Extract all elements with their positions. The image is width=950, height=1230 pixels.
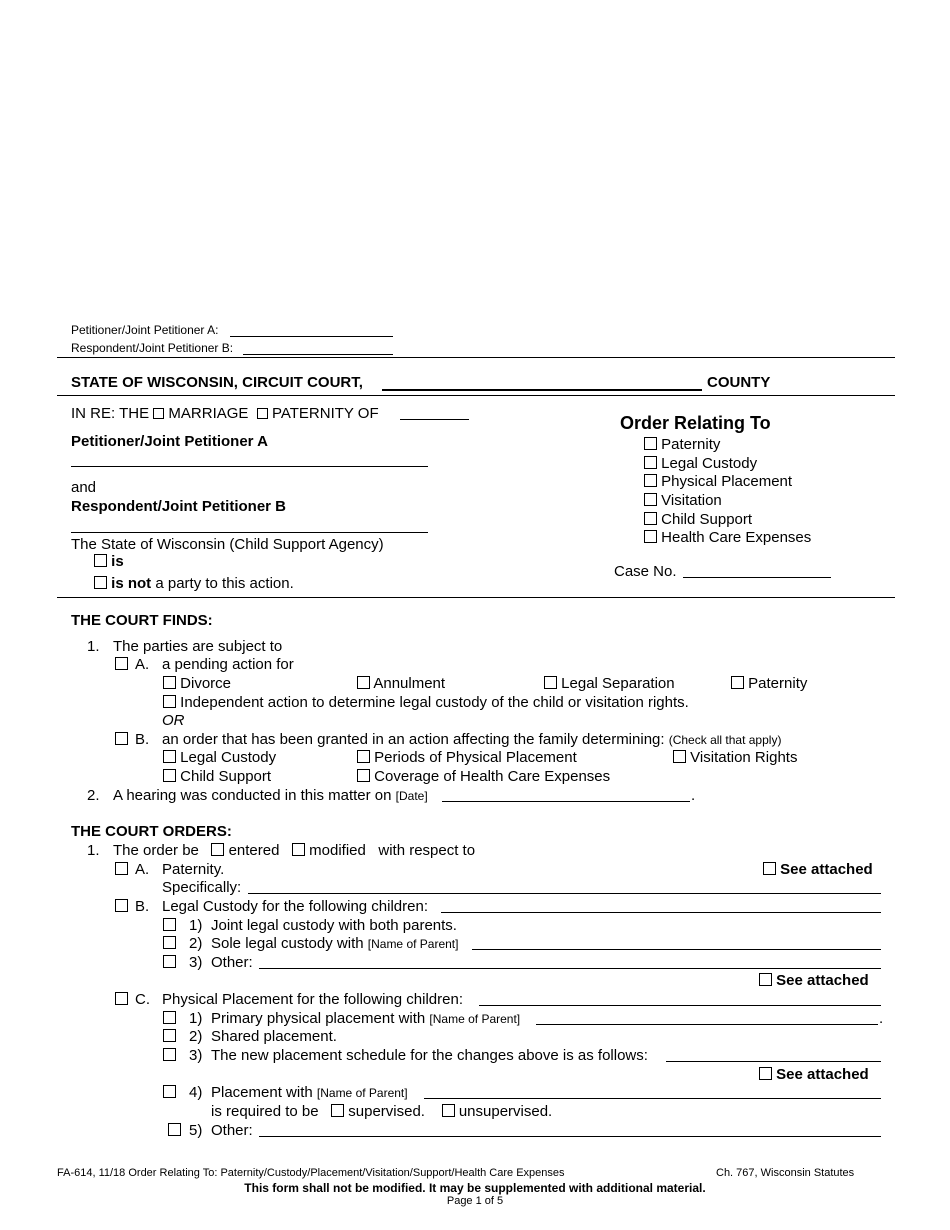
see-attached-b [759, 972, 869, 989]
c3-checkbox[interactable] [163, 1048, 176, 1061]
finding-2-end: . [691, 787, 696, 804]
order-legal-custody-checkbox[interactable] [644, 456, 657, 469]
agency-is-not-label: is not [111, 575, 152, 592]
required-label: is required to be [211, 1103, 319, 1120]
order-c-checkbox-row [115, 991, 128, 1008]
c3-num: 3) [189, 1047, 203, 1064]
finding-2-text: A hearing was conducted in this matter on [113, 787, 392, 804]
modified-label: modified [309, 842, 366, 859]
finding-1-text: The parties are subject to [113, 638, 283, 655]
b2-checkbox[interactable] [163, 936, 176, 949]
c1-end: . [879, 1010, 884, 1027]
finding-b-checkbox-row [115, 731, 128, 748]
modified-checkbox[interactable] [292, 843, 305, 856]
marriage-label: MARRIAGE [168, 405, 249, 422]
b1-checkbox[interactable] [163, 918, 176, 931]
health-care-option [357, 768, 610, 785]
primary-placement-parent-field[interactable] [536, 1024, 878, 1025]
placement-with-parent-field[interactable] [424, 1098, 881, 1099]
c5-checkbox[interactable] [168, 1123, 181, 1136]
c4-checkbox[interactable] [163, 1085, 176, 1098]
periods-placement-label: Periods of Physical Placement [374, 749, 577, 766]
c5-num: 5) [189, 1122, 203, 1139]
b2-name-parent: [Name of Parent] [367, 937, 459, 951]
c5-other-field[interactable] [259, 1136, 881, 1137]
visitation-rights-option [673, 749, 797, 766]
legal-custody-option [163, 749, 276, 766]
c3-text: The new placement schedule for the changes above is as follows: [211, 1047, 648, 1064]
finding-a-label: A. [135, 656, 150, 673]
page-number: Page 1 of 5 [446, 1195, 504, 1207]
petitioner-a-caption: Petitioner/Joint Petitioner A [71, 433, 268, 450]
entered-checkbox[interactable] [211, 843, 224, 856]
c2-text: Shared placement. [211, 1028, 337, 1045]
finding-a-checkbox[interactable] [115, 657, 128, 670]
c1-checkbox[interactable] [163, 1011, 176, 1024]
c4-row [163, 1084, 176, 1101]
annulment-label: Annulment [373, 675, 446, 692]
periods-placement-option [357, 749, 577, 766]
order-b-checkbox-row [115, 898, 128, 915]
order-option-paternity [644, 436, 720, 453]
finding-b-checkbox[interactable] [115, 732, 128, 745]
statute: Ch. 767, Wisconsin Statutes [716, 1167, 855, 1179]
finding-2-num: 2. [87, 787, 100, 804]
independent-label: Independent action to determine legal custody of the child or visitation rights. [180, 694, 689, 711]
order-option-physical-placement [644, 473, 792, 490]
case-no-field[interactable] [683, 577, 831, 578]
c2-row [163, 1028, 176, 1045]
finding-b-text-row [162, 731, 781, 748]
respect-label: with respect to [378, 842, 476, 859]
b3-other: Other: [211, 954, 253, 971]
order-be-label: The order be [113, 842, 199, 859]
see-attached-label: See attached [776, 972, 869, 989]
c4-name-parent: [Name of Parent] [316, 1086, 408, 1100]
or-label: OR [162, 712, 185, 729]
order-paternity-checkbox[interactable] [644, 437, 657, 450]
order-a-text: Paternity. [162, 861, 225, 878]
see-attached-a-checkbox[interactable] [763, 862, 776, 875]
order-option-label: Health Care Expenses [661, 529, 812, 546]
c5-other: Other: [211, 1122, 253, 1139]
specifically-label: Specifically: [162, 879, 242, 896]
divider [57, 597, 895, 598]
see-attached-c [759, 1066, 869, 1083]
order-a-label: A. [135, 861, 150, 878]
paternity-of-label: PATERNITY OF [271, 405, 379, 422]
c4-num: 4) [189, 1084, 203, 1101]
c1-text-row [211, 1010, 520, 1027]
agency-is-row [94, 553, 124, 570]
finding-1-num: 1. [87, 638, 100, 655]
paternity-option [731, 675, 807, 692]
c1-text: Primary physical placement with [211, 1010, 426, 1027]
entered-label: entered [228, 842, 280, 859]
visitation-rights-checkbox[interactable] [673, 750, 686, 763]
respondent-b-label: Respondent/Joint Petitioner B: [71, 341, 234, 355]
c4-text: Placement with [211, 1084, 313, 1101]
legal-separation-checkbox[interactable] [544, 676, 557, 689]
b3-other-field[interactable] [259, 968, 881, 969]
unsupervised-checkbox[interactable] [442, 1104, 455, 1117]
independent-option [163, 694, 689, 711]
agency-is-checkbox[interactable] [94, 554, 107, 567]
order-1-row [113, 842, 475, 859]
see-attached-a [763, 861, 873, 878]
order-a-checkbox[interactable] [115, 862, 128, 875]
findings-heading: THE COURT FINDS: [71, 612, 213, 629]
agency-is-not-checkbox[interactable] [94, 576, 107, 589]
legal-custody-checkbox[interactable] [163, 750, 176, 763]
finding-2-row [113, 787, 428, 804]
c1-num: 1) [189, 1010, 203, 1027]
order-c-checkbox[interactable] [115, 992, 128, 1005]
b3-row [163, 954, 176, 971]
order-option-label: Physical Placement [661, 473, 793, 490]
paternity-of-checkbox[interactable] [257, 408, 268, 419]
periods-placement-checkbox[interactable] [357, 750, 370, 763]
order-option-label: Paternity [661, 436, 721, 453]
health-care-label: Coverage of Health Care Expenses [374, 768, 611, 785]
c2-num: 2) [189, 1028, 203, 1045]
order-b-label: B. [135, 898, 150, 915]
divorce-option [163, 675, 231, 692]
b2-text: Sole legal custody with [211, 935, 364, 952]
supervised-label: supervised. [348, 1103, 425, 1120]
agency-is-label: is [111, 553, 124, 570]
c1-row [163, 1010, 176, 1027]
independent-checkbox[interactable] [163, 695, 176, 708]
order-c-text: Physical Placement for the following children: [162, 991, 463, 1008]
paternity-checkbox[interactable] [731, 676, 744, 689]
county-field[interactable] [382, 389, 702, 391]
paternity-of-field[interactable] [400, 419, 469, 420]
divider [57, 395, 895, 396]
c3-row [163, 1047, 176, 1064]
order-option-label: Legal Custody [661, 455, 758, 472]
form-id: FA-614, 11/18 Order Relating To: Paternity/Custody/Placement/Visitation/Support/Health Care Expenses [57, 1167, 565, 1179]
in-re-label: IN RE: THE [71, 405, 150, 422]
respondent-b-caption: Respondent/Joint Petitioner B [71, 498, 287, 515]
order-option-child-support [644, 511, 752, 528]
order-physical-placement-checkbox[interactable] [644, 474, 657, 487]
child-support-checkbox[interactable] [163, 769, 176, 782]
legal-custody-label: Legal Custody [180, 749, 277, 766]
order-health-care-checkbox[interactable] [644, 530, 657, 543]
finding-a-text: a pending action for [162, 656, 294, 673]
legal-separation-label: Legal Separation [561, 675, 675, 692]
child-support-label: Child Support [180, 768, 272, 785]
placement-schedule-field[interactable] [666, 1061, 881, 1062]
petitioner-a-name-field[interactable] [71, 466, 428, 467]
agency-is-not-row [94, 575, 294, 592]
court-title: STATE OF WISCONSIN, CIRCUIT COURT, [71, 374, 363, 391]
c1-name-parent: [Name of Parent] [429, 1012, 521, 1026]
order-a-checkbox-row [115, 861, 128, 878]
order-option-label: Child Support [661, 511, 753, 528]
hearing-date-field[interactable] [442, 801, 690, 802]
and-label: and [71, 479, 97, 496]
child-support-option [163, 768, 271, 785]
state-agency-label: The State of Wisconsin (Child Support Agency) [71, 536, 384, 553]
case-no-label: Case No. [614, 563, 677, 580]
order-option-label: Visitation [661, 492, 722, 509]
see-attached-label: See attached [776, 1066, 869, 1083]
annulment-option [357, 675, 445, 692]
divorce-label: Divorce [180, 675, 232, 692]
placement-children-field[interactable] [479, 1005, 881, 1006]
marriage-checkbox[interactable] [153, 408, 164, 419]
divider [57, 357, 895, 358]
see-attached-b-checkbox[interactable] [759, 973, 772, 986]
order-option-health-care [644, 529, 811, 546]
order-child-support-checkbox[interactable] [644, 512, 657, 525]
finding-b-text: an order that has been granted in an action affecting the family determining: [162, 731, 665, 748]
supervised-checkbox[interactable] [331, 1104, 344, 1117]
order-1-num: 1. [87, 842, 100, 859]
visitation-rights-label: Visitation Rights [690, 749, 798, 766]
c5-row [168, 1122, 181, 1139]
orders-heading: THE COURT ORDERS: [71, 823, 232, 840]
b2-row [163, 935, 176, 952]
footer-notice: This form shall not be modified. It may be supplemented with additional material. [244, 1181, 706, 1195]
finding-a-checkbox-row [115, 656, 128, 673]
see-attached-label: See attached [780, 861, 873, 878]
party-text: a party to this action. [155, 575, 294, 592]
sole-custody-parent-field[interactable] [472, 949, 881, 950]
b1-num: 1) [189, 917, 203, 934]
paternity-label: Paternity [748, 675, 808, 692]
annulment-checkbox[interactable] [357, 676, 370, 689]
health-care-checkbox[interactable] [357, 769, 370, 782]
in-re-line [71, 405, 379, 422]
b1-row [163, 917, 176, 934]
respondent-b-field[interactable] [243, 354, 393, 355]
required-row [211, 1103, 552, 1120]
order-c-label: C. [135, 991, 150, 1008]
petitioner-a-label: Petitioner/Joint Petitioner A: [71, 323, 219, 337]
c4-text-row [211, 1084, 408, 1101]
order-visitation-checkbox[interactable] [644, 493, 657, 506]
county-label: COUNTY [707, 374, 771, 391]
b3-num: 3) [189, 954, 203, 971]
legal-separation-option [544, 675, 675, 692]
b3-checkbox[interactable] [163, 955, 176, 968]
order-b-checkbox[interactable] [115, 899, 128, 912]
custody-children-field[interactable] [441, 912, 881, 913]
finding-2-date-label: [Date] [395, 789, 428, 803]
b2-num: 2) [189, 935, 203, 952]
respondent-b-name-field[interactable] [71, 532, 428, 533]
b1-text: Joint legal custody with both parents. [211, 917, 457, 934]
order-box-title: Order Relating To [620, 413, 771, 433]
petitioner-a-field[interactable] [230, 336, 393, 337]
see-attached-c-checkbox[interactable] [759, 1067, 772, 1080]
finding-b-label: B. [135, 731, 150, 748]
specifically-field[interactable] [248, 893, 881, 894]
c2-checkbox[interactable] [163, 1029, 176, 1042]
divorce-checkbox[interactable] [163, 676, 176, 689]
order-option-visitation [644, 492, 722, 509]
order-b-text: Legal Custody for the following children: [162, 898, 428, 915]
finding-b-note: (Check all that apply) [668, 733, 782, 747]
unsupervised-label: unsupervised. [458, 1103, 553, 1120]
order-option-legal-custody [644, 455, 757, 472]
b2-text-row [211, 935, 458, 952]
